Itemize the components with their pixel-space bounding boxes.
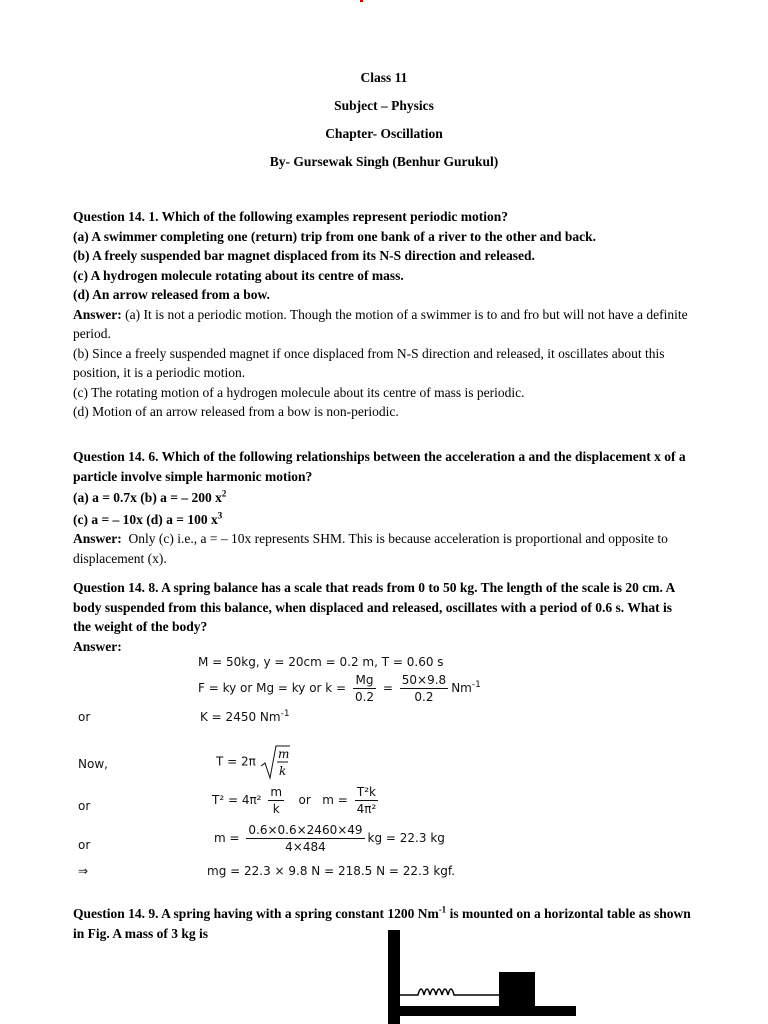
k-result-text: K = 2450 Nm <box>200 710 281 724</box>
question-14-1 <box>73 207 693 422</box>
options-cd-exponent: 3 <box>217 510 223 520</box>
mass-block <box>499 972 535 1006</box>
mass-computation <box>214 822 445 855</box>
t-squared-text: T² = 4π² <box>212 793 262 807</box>
radicand-denominator: k <box>278 764 286 778</box>
fraction-mass <box>246 822 364 855</box>
answer-a-text: (a) It is not a periodic motion. Though the motion of a swimmer is to and fro but will not have a definite period. <box>73 306 688 341</box>
equals-sign: = <box>382 681 393 695</box>
unit-exponent: -1 <box>438 904 447 915</box>
table-surface <box>388 1006 576 1016</box>
numerator: 0.6×0.6×2460×49 <box>248 823 363 837</box>
denominator: k <box>272 802 280 816</box>
question-text-part1: Question 14. 9. A spring having with a spring constant 1200 Nm <box>73 906 439 921</box>
question-text: Question 14. 1. Which of the following examples represent periodic motion? <box>73 209 508 224</box>
question-14-6 <box>73 447 693 568</box>
options-ab-text: (a) a = 0.7x (b) a = – 200 x <box>73 490 222 505</box>
period-formula <box>216 744 290 780</box>
square-root <box>260 744 290 780</box>
unit: Nm <box>451 681 472 695</box>
option-c: (c) A hydrogen molecule rotating about its centre of mass. <box>73 267 404 283</box>
option-a: (a) A swimmer completing one (return) trip from one bank of a river to the other and back. <box>73 228 596 244</box>
radicand-numerator: m <box>277 747 290 761</box>
unit-exponent: -1 <box>471 680 481 690</box>
or-text: or <box>298 793 311 807</box>
k-result-exponent: -1 <box>280 709 290 719</box>
answer-c: (c) The rotating motion of a hydrogen molecule about its centre of mass is periodic. <box>73 384 525 400</box>
or-label: or <box>78 838 91 852</box>
implies-symbol: ⇒ <box>78 864 89 878</box>
spring-mass-figure <box>384 926 579 1024</box>
spring <box>400 989 499 995</box>
chapter-title: Chapter- Oscillation <box>325 126 443 141</box>
answer-d: (d) Motion of an arrow released from a bow is non-periodic. <box>73 404 399 419</box>
question-text <box>73 904 693 943</box>
fraction-value <box>400 672 448 705</box>
answer-b: (b) Since a freely suspended magnet if once displaced from N-S direction and released, it oscillates about this position, it is a periodic motion. <box>73 345 665 380</box>
or-label: or <box>78 710 91 724</box>
given-values: M = 50kg, y = 20cm = 0.2 m, T = 0.60 s <box>198 655 444 669</box>
numerator: Mg <box>353 672 376 689</box>
denominator: 0.2 <box>414 690 434 704</box>
question-14-8 <box>73 578 693 656</box>
formula-text: F = ky or Mg = ky or k = <box>198 681 347 695</box>
answer-label: Answer: <box>73 531 122 546</box>
denominator: 4×484 <box>285 840 326 854</box>
question-text-part2: is mounted on a horizontal table as shown in Fig. A mass of 3 kg is <box>73 906 691 941</box>
denominator: 0.2 <box>354 690 375 704</box>
fraction-m-over-k <box>268 784 284 817</box>
fraction-mg-over-02 <box>353 672 376 705</box>
question-text: Question 14. 8. A spring balance has a scale that reads from 0 to 50 kg. The length of the scale is 20 cm. A body suspended from this balance, when displaced and released, oscillates with a period of 0.6 s. What is the weight of the body? <box>73 580 675 634</box>
red-mark <box>360 0 363 2</box>
answer <box>73 529 693 568</box>
options-ab-exponent: 2 <box>221 488 227 499</box>
options-ab <box>73 488 693 508</box>
answer-label: Answer: <box>73 306 122 322</box>
mass-result: kg = 22.3 kg <box>367 831 445 845</box>
radical-sign <box>260 744 290 780</box>
options-cd <box>73 510 693 530</box>
question-text: Question 14. 6. Which of the following relationships between the acceleration a and the displacement x of a particle involve simple harmonic motion? <box>73 449 686 484</box>
options-cd-text: (c) a = – 10x (d) a = 100 x <box>73 511 218 527</box>
class-title: Class 11 <box>360 70 408 85</box>
m-equals: m = <box>322 793 348 807</box>
option-d: (d) An arrow released from a bow. <box>73 287 270 302</box>
numerator: 50×9.8 <box>401 673 447 687</box>
numerator: m <box>270 785 283 799</box>
weight-result: mg = 22.3 × 9.8 N = 218.5 N = 22.3 kgf. <box>207 864 456 878</box>
answer-a <box>73 305 693 344</box>
author-line: By- Gursewak Singh (Benhur Gurukul) <box>269 154 499 169</box>
k-result <box>200 708 290 728</box>
subject-title: Subject – Physics <box>334 98 434 113</box>
answer-text: Only (c) i.e., a = – 10x represents SHM. This is because acceleration is proportional and opposite to displacement (x). <box>73 531 668 566</box>
m-equals: m = <box>214 831 240 845</box>
option-b: (b) A freely suspended bar magnet displaced from its N-S direction and released. <box>73 248 535 263</box>
period-text: T = 2π <box>216 754 256 769</box>
mass-formula <box>212 784 381 817</box>
numerator: T²k <box>355 784 379 801</box>
spring-constant-formula <box>198 672 481 705</box>
or-label: or <box>78 799 91 813</box>
answer-label: Answer: <box>73 638 122 654</box>
question-14-9 <box>73 904 693 943</box>
denominator: 4π² <box>356 802 377 816</box>
fraction-t2k-over-4pi2 <box>355 784 379 817</box>
now-label: Now, <box>78 757 108 771</box>
